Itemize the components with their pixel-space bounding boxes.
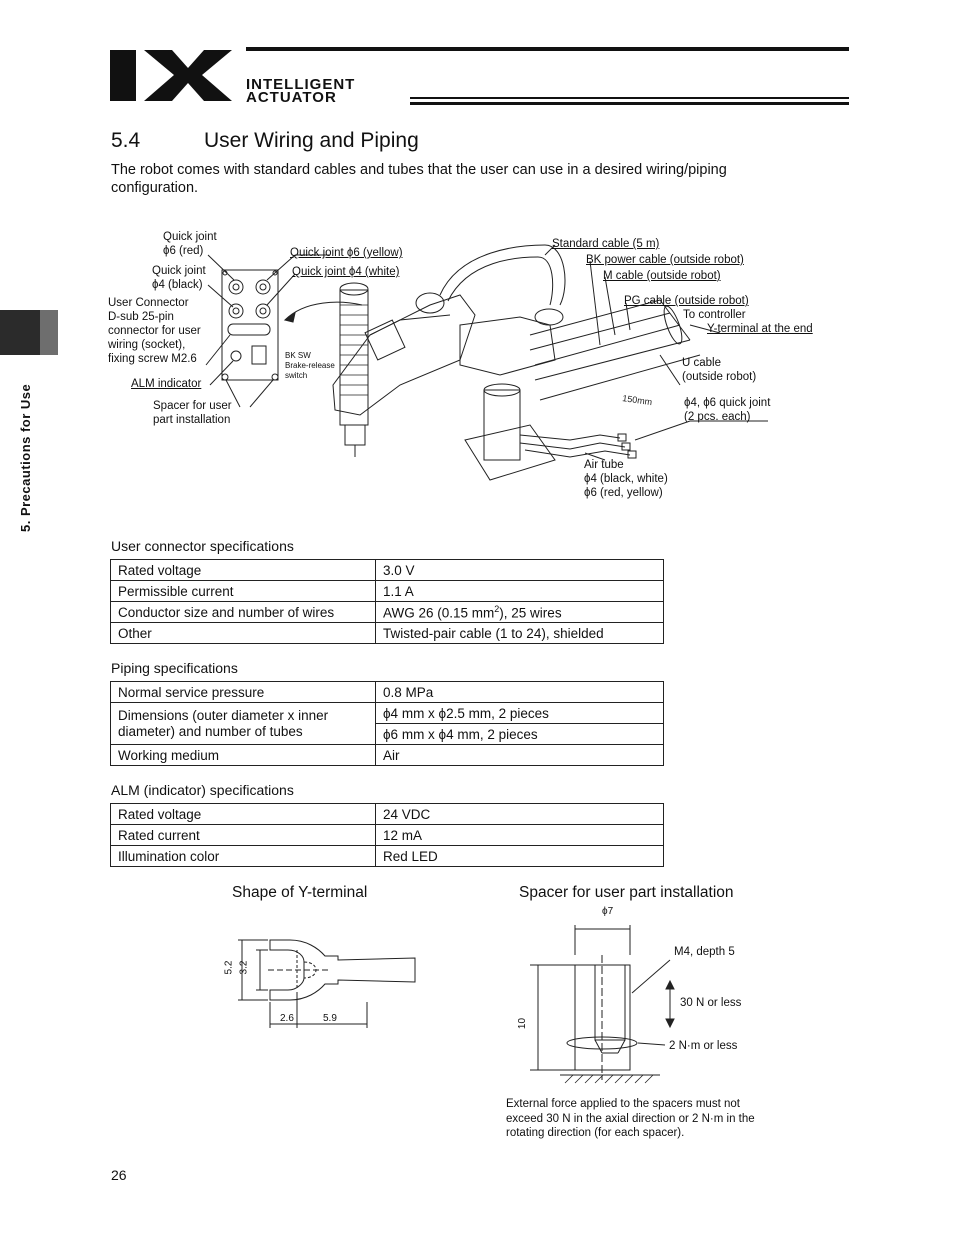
y-terminal-end-label: Y-terminal at the end <box>707 323 813 335</box>
y-terminal-heading: Shape of Y-terminal <box>232 884 368 901</box>
table-row: Dimensions (outer diameter x inner diameter) and number of tubes ϕ4 mm x ϕ2.5 mm, 2 pieces <box>111 703 664 724</box>
bk-sw-label: BK SW Brake-release switch <box>285 351 335 380</box>
user-connector-table-caption: User connector specifications <box>111 538 294 554</box>
qj-6-yellow-label: Quick joint ϕ6 (yellow) <box>290 247 403 259</box>
header-rule-bottom <box>410 102 849 105</box>
length-150-label: 150mm <box>621 393 653 408</box>
section-title-text: User Wiring and Piping <box>204 129 419 152</box>
table-row: Illumination color Red LED <box>111 846 664 867</box>
m-cable-label: M cable (outside robot) <box>603 270 721 282</box>
dim-3-2: 3.2 <box>238 960 250 975</box>
user-connector-label: User Connector D-sub 25-pin connector for user wiring (socket), fixing screw M2.6 <box>108 297 201 365</box>
quick-joint-pcs-label: ϕ4, ϕ6 quick joint (2 pcs. each) <box>684 397 771 423</box>
dim-2-6: 2.6 <box>280 1013 294 1024</box>
air-tube-label: Air tube ϕ4 (black, white) ϕ6 (red, yellow) <box>584 459 668 499</box>
qj-6-red-label: Quick joint ϕ6 (red) <box>163 231 217 257</box>
qj-4-black-label: Quick joint ϕ4 (black) <box>152 265 206 291</box>
spacer-heading: Spacer for user part installation <box>519 884 734 901</box>
axial-force-label: 30 N or less <box>680 997 742 1009</box>
table-row: Rated voltage 24 VDC <box>111 804 664 825</box>
header-rule-top <box>246 47 849 51</box>
qj-4-white-label: Quick joint ϕ4 (white) <box>292 266 400 278</box>
logo-line1: INTELLIGENT <box>246 76 356 93</box>
table-row: Rated voltage 3.0 V <box>111 560 664 581</box>
table-row: Other Twisted-pair cable (1 to 24), shielded <box>111 623 664 644</box>
m4-label: M4, depth 5 <box>674 946 735 958</box>
logo-line2: ACTUATOR <box>246 89 337 106</box>
chapter-label: 5. Precautions for Use <box>18 383 33 532</box>
alm-table <box>110 803 664 867</box>
table-row: Conductor size and number of wires AWG 26 (0.15 $mm^2$), 25 wires <box>111 602 664 623</box>
table-row: Rated current 12 mA <box>111 825 664 846</box>
spacer-force-note: External force applied to the spacers must not exceed 30 N in the axial direction or 2 N·m in the rotating direction (for each spacer). <box>506 1098 755 1139</box>
u-cable-label: U cable (outside robot) <box>682 357 757 383</box>
alm-table-caption: ALM (indicator) specifications <box>111 782 294 798</box>
table-row: Working medium Air <box>111 745 664 766</box>
dim-5-2: 5.2 <box>223 960 235 975</box>
header-rule-mid <box>410 97 849 99</box>
alm-indicator-label: ALM indicator <box>131 378 202 390</box>
bk-power-cable-label: BK power cable (outside robot) <box>586 254 744 266</box>
torque-label: 2 N·m or less <box>669 1040 738 1052</box>
table-row: Normal service pressure 0.8 MPa <box>111 682 664 703</box>
piping-table <box>110 681 664 766</box>
page-number: 26 <box>111 1167 127 1183</box>
table-row: Permissible current 1.1 A <box>111 581 664 602</box>
intro-paragraph: The robot comes with standard cables and tubes that the user can use in a desired wiring/piping configuration. <box>111 162 727 196</box>
height-10-label: 10 <box>517 1017 529 1030</box>
piping-table-caption: Piping specifications <box>111 660 238 676</box>
to-controller-label: To controller <box>683 309 746 321</box>
spacer-label: Spacer for user part installation <box>153 400 232 426</box>
phi7-label: ϕ7 <box>602 906 614 917</box>
ix-logo <box>110 44 430 106</box>
table-row: ϕ6 mm x ϕ4 mm, 2 pieces <box>111 724 664 745</box>
standard-cable-label: Standard cable (5 m) <box>552 238 660 250</box>
section-number: 5.4 <box>111 129 141 152</box>
dim-5-9: 5.9 <box>323 1013 337 1024</box>
pg-cable-label: PG cable (outside robot) <box>624 295 749 307</box>
chapter-tab-accent <box>40 310 58 355</box>
section-title <box>111 129 419 153</box>
user-connector-table <box>110 559 664 644</box>
